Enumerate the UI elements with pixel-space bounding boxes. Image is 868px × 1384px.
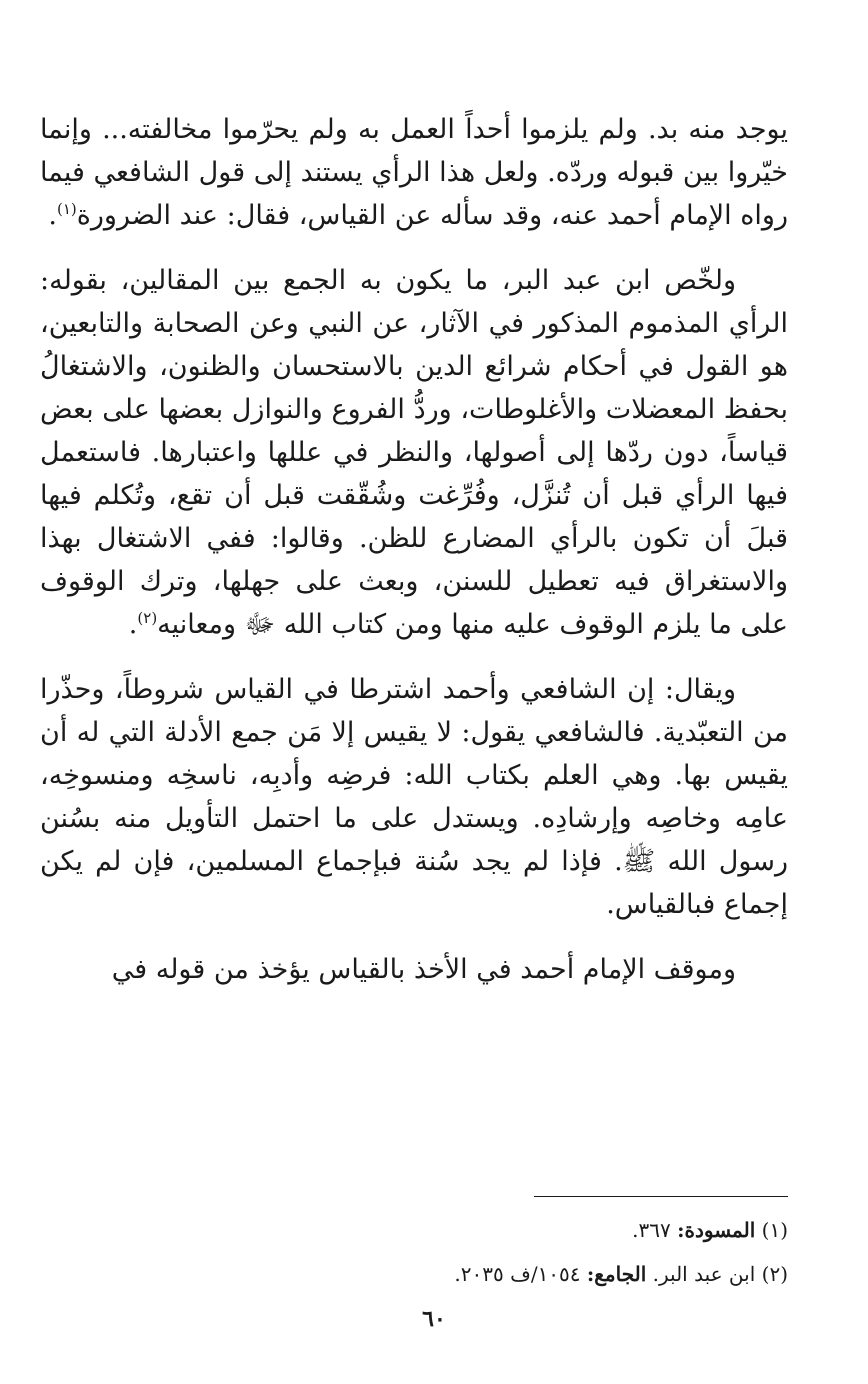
paragraph — [40, 108, 788, 237]
paragraph — [40, 259, 788, 646]
paragraph-text: ويقال: إن الشافعي وأحمد اشترطا في القياس شروطاً، وحذّرا من التعبّدية. فالشافعي يقول: لا يقيس إلا مَن جمع الأدلة التي له أن يقيس بها. وهي العلم بكتاب الله: فرضِه وأدبِه، ناسخِه ومنسوخِه، عامِه وخاصِه وإرشادِه. ويستدل على ما احتمل التأويل منه بسُنن رسول الله ﷺ. فإذا لم يجد سُنة فبإجماع المسلمين، فإن لم يكن إجماع فبالقياس. — [40, 674, 788, 920]
paragraph-tail: . — [128, 609, 138, 640]
paragraph-text: وموقف الإمام أحمد في الأخذ بالقياس يؤخذ من قوله في — [111, 954, 736, 985]
footnote-source-title: الجامع: — [586, 1262, 647, 1286]
footnote — [40, 1252, 788, 1296]
footnote-reference[interactable]: (١) — [56, 200, 77, 218]
footnote-citation: ١٠٥٤/ف ٢٠٣٥. — [454, 1262, 581, 1286]
footnote-citation: ٣٦٧. — [632, 1218, 671, 1242]
paragraph — [40, 948, 788, 991]
paragraph — [40, 668, 788, 926]
paragraph-text: يوجد منه بد. ولم يلزموا أحداً العمل به ولم يحرّموا مخالفته... وإنما خيّروا بين قبوله وردّه. ولعل هذا الرأي يستند إلى قول الشافعي فيما رواه الإمام أحمد عنه، وقد سأله عن القياس، فقال: عند الضرورة — [40, 114, 788, 231]
main-text — [40, 108, 788, 991]
footnote-number: (١) — [761, 1218, 788, 1242]
footnote-reference[interactable]: (٢) — [137, 609, 158, 627]
footnote-divider — [534, 1196, 788, 1197]
paragraph-text: ولخّص ابن عبد البر، ما يكون به الجمع بين المقالين، بقوله: الرأي المذموم المذكور في الآثار، عن النبي وعن الصحابة والتابعين، هو القول في أحكام شرائع الدين بالاستحسان والظنون، والاشتغالُ بحفظ المعضلات والأغلوطات، وردُّ الفروع والنوازل بعضها على بعض قياساً، دون ردّها إلى أصولها، والنظر في عللها واعتبارها. فاستعمل فيها الرأي قبل أن تُنزَّل، وفُرِّغت وشُقّقت قبل أن تقع، وتُكلم فيها قبلَ أن تكون بالرأي المضارع للظن. وقالوا: ففي الاشتغال بهذا والاستغراق فيه تعطيل للسنن، وبعث على جهلها، وترك الوقوف على ما يلزم الوقوف عليه منها ومن كتاب الله ﷻ ومعانيه — [40, 265, 788, 640]
footnotes — [40, 1208, 788, 1296]
footnote-number: (٢) — [761, 1262, 788, 1286]
footnote-author: ابن عبد البر. — [652, 1262, 756, 1286]
page-number: ٦٠ — [422, 1306, 446, 1332]
footnote — [40, 1208, 788, 1252]
footnote-source-title: المسودة: — [677, 1218, 756, 1242]
paragraph-tail: . — [48, 200, 57, 231]
